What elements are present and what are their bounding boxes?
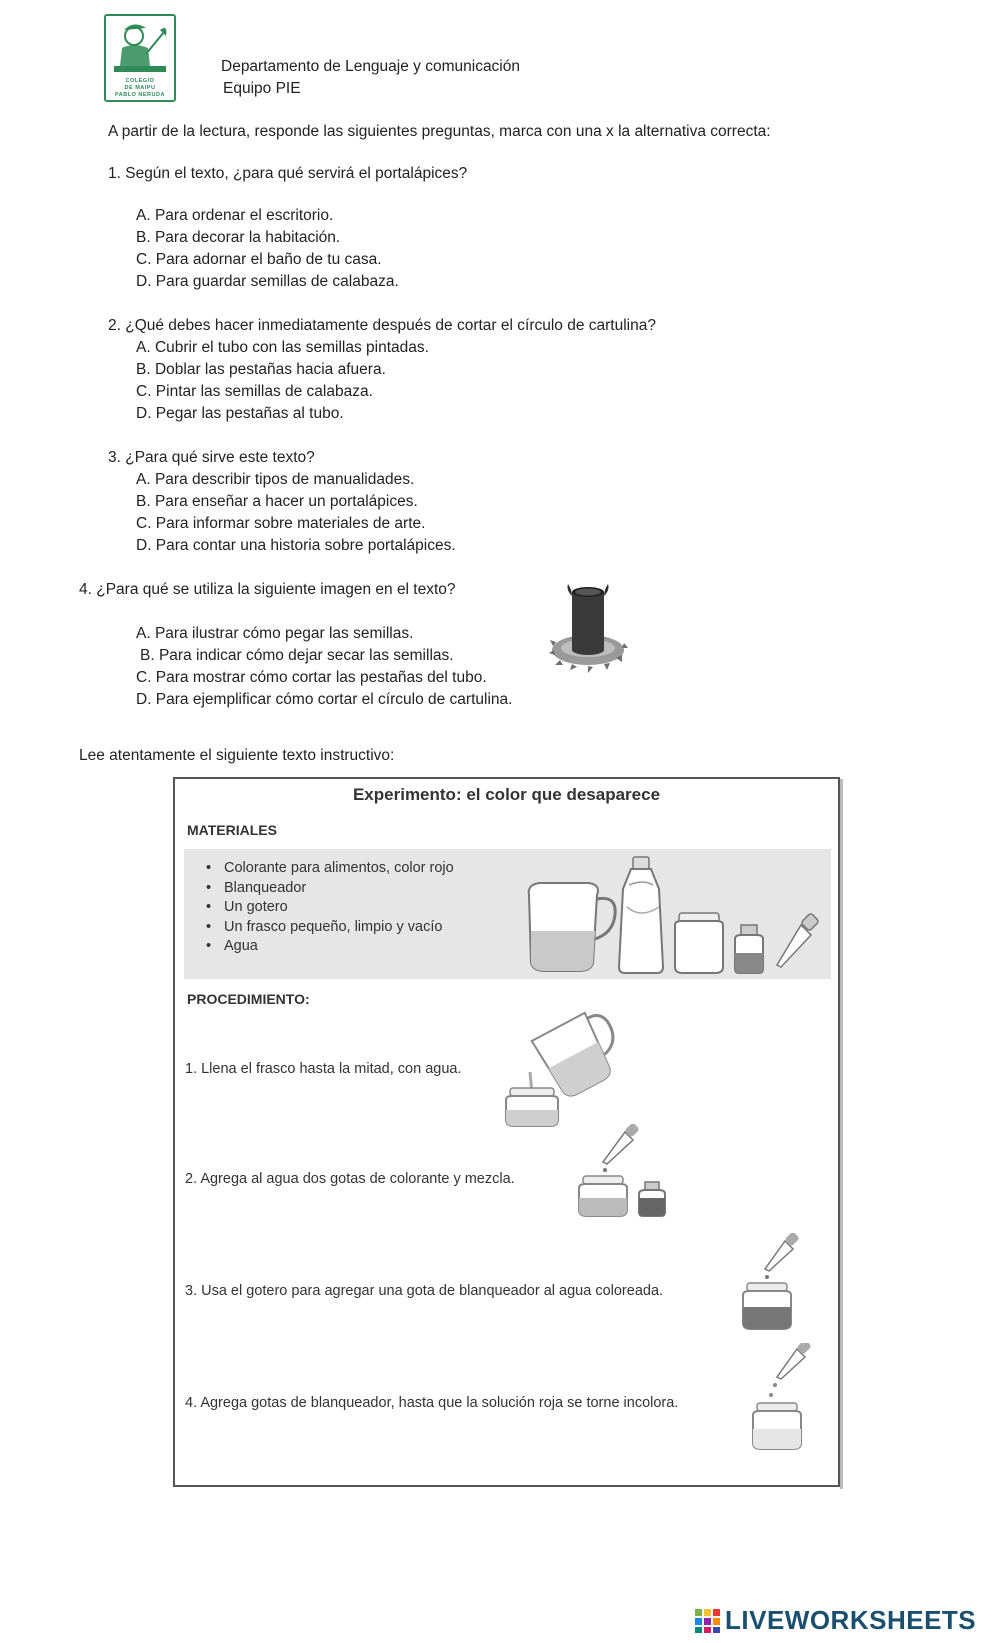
clear-jar-icon	[753, 1403, 801, 1449]
empty-jar-icon	[675, 913, 723, 973]
q2-option-a[interactable]: A. Cubrir el tubo con las semillas pintadas.	[136, 339, 429, 356]
liveworksheets-logo-icon	[695, 1609, 721, 1633]
question-4-text: 4. ¿Para qué se utiliza la siguiente imagen en el texto?	[79, 581, 456, 598]
experiment-title: Experimento: el color que desaparece	[352, 785, 661, 804]
q2-option-c[interactable]: C. Pintar las semillas de calabaza.	[136, 383, 373, 400]
food-coloring-bottle-icon	[639, 1182, 665, 1216]
q3-option-c[interactable]: C. Para informar sobre materiales de arte.	[136, 515, 426, 532]
step-3-illustration	[735, 1233, 815, 1333]
footer-brand-text: LIVEWORKSHEETS	[725, 1605, 977, 1635]
experiment-instructions-box	[173, 777, 840, 1487]
school-logo	[104, 14, 176, 102]
dropper-icon	[603, 1124, 640, 1172]
q2-option-d[interactable]: D. Pegar las pestañas al tubo.	[136, 405, 344, 422]
food-coloring-bottle-icon	[735, 925, 763, 973]
step-1-illustration	[500, 994, 620, 1129]
dropper-icon	[765, 1233, 800, 1279]
procedure-step-3: 3. Usa el gotero para agregar una gota de blanqueador al agua coloreada.	[185, 1283, 664, 1299]
colored-jar-icon	[743, 1283, 791, 1329]
list-item: • Blanqueador	[206, 879, 454, 899]
list-item: • Un frasco pequeño, limpio y vacío	[206, 918, 454, 938]
q3-option-a[interactable]: A. Para describir tipos de manualidades.	[136, 471, 415, 488]
materials-heading: MATERIALES	[187, 822, 277, 838]
pencil-holder-illustration	[548, 584, 628, 676]
procedure-heading: PROCEDIMIENTO:	[187, 991, 310, 1007]
logo-text: COLEGIO DE MAIPU PABLO NERUDA	[115, 78, 165, 98]
q4-option-b[interactable]: B. Para indicar cómo dejar secar las semillas.	[140, 647, 454, 664]
reading-prompt: Lee atentamente el siguiente texto instructivo:	[79, 747, 395, 764]
materials-panel	[184, 849, 831, 979]
bleach-bottle-icon	[619, 857, 663, 973]
q4-option-a[interactable]: A. Para ilustrar cómo pegar las semillas.	[136, 625, 414, 642]
water-jar-icon	[506, 1088, 558, 1126]
q1-option-b[interactable]: B. Para decorar la habitación.	[136, 229, 341, 246]
team-name: Equipo PIE	[223, 80, 301, 97]
intro-instruction: A partir de la lectura, responde las siguientes preguntas, marca con una x la alternativa correcta:	[108, 123, 771, 140]
procedure-step-2: 2. Agrega al agua dos gotas de colorante y mezcla.	[185, 1171, 515, 1187]
q1-option-d[interactable]: D. Para guardar semillas de calabaza.	[136, 273, 399, 290]
step-4-illustration	[745, 1343, 825, 1453]
question-1-text: 1. Según el texto, ¿para qué servirá el portalápices?	[108, 165, 468, 182]
pouring-pitcher-icon	[532, 1005, 620, 1101]
q1-option-a[interactable]: A. Para ordenar el escritorio.	[136, 207, 334, 224]
q1-option-c[interactable]: C. Para adornar el baño de tu casa.	[136, 251, 382, 268]
list-item: • Un gotero	[206, 898, 454, 918]
question-2-text: 2. ¿Qué debes hacer inmediatamente después de cortar el círculo de cartulina?	[108, 317, 656, 334]
box-shadow	[840, 779, 843, 1489]
q3-option-b[interactable]: B. Para enseñar a hacer un portalápices.	[136, 493, 418, 510]
materials-list	[206, 859, 454, 957]
q2-option-b[interactable]: B. Doblar las pestañas hacia afuera.	[136, 361, 386, 378]
q4-option-c[interactable]: C. Para mostrar cómo cortar las pestañas del tubo.	[136, 669, 487, 686]
department-name: Departamento de Lenguaje y comunicación	[221, 58, 520, 75]
q4-option-d[interactable]: D. Para ejemplificar cómo cortar el círculo de cartulina.	[136, 691, 513, 708]
step-2-illustration	[575, 1124, 685, 1219]
dropper-icon	[769, 1343, 812, 1397]
colored-jar-icon	[579, 1176, 627, 1216]
list-item: • Agua	[206, 937, 454, 957]
question-3-text: 3. ¿Para qué sirve este texto?	[108, 449, 315, 466]
procedure-step-1: 1. Llena el frasco hasta la mitad, con agua.	[185, 1061, 462, 1077]
pitcher-icon	[529, 883, 615, 971]
q3-option-d[interactable]: D. Para contar una historia sobre portalápices.	[136, 537, 456, 554]
materials-illustration	[519, 855, 829, 975]
list-item: • Colorante para alimentos, color rojo	[206, 859, 454, 879]
poet-writing-icon	[110, 18, 170, 76]
procedure-step-4: 4. Agrega gotas de blanqueador, hasta que la solución roja se torne incolora.	[185, 1395, 679, 1411]
dropper-icon	[777, 913, 819, 967]
